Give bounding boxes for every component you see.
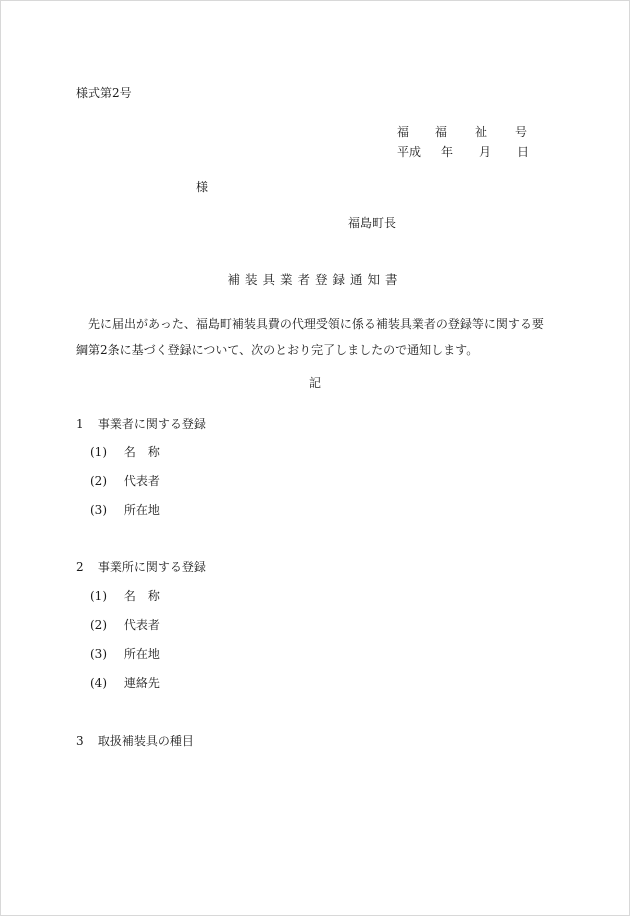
item-number: (2) <box>90 618 107 632</box>
body-paragraph: 先に届出があった、福島町補装具費の代理受領に係る補装具業者の登録等に関する要綱第2条に基づく登録について、次のとおり完了しましたので通知します。 <box>76 317 544 357</box>
day-label: 日 <box>517 144 530 159</box>
item-number: (4) <box>90 676 107 690</box>
item-label: 代表者 <box>123 474 160 488</box>
list-item <box>90 474 160 488</box>
number-char-1: 福 <box>397 124 410 139</box>
number-char-4: 号 <box>515 124 528 139</box>
item-label: 所在地 <box>123 503 160 517</box>
header-fields <box>397 122 555 162</box>
section-2-number: 2 <box>76 560 84 574</box>
form-number: 様式第2号 <box>76 86 132 100</box>
ki-heading: 記 <box>308 376 321 390</box>
number-char-2: 福 <box>435 124 448 139</box>
item-number: (1) <box>90 445 107 459</box>
section-1-title: 事業者に関する登録 <box>97 417 206 431</box>
item-number: (3) <box>90 503 107 517</box>
list-item <box>90 445 160 459</box>
item-number: (2) <box>90 474 107 488</box>
item-label: 代表者 <box>123 618 160 632</box>
list-item <box>90 589 160 603</box>
year-label: 年 <box>441 144 454 159</box>
item-number: (1) <box>90 589 107 603</box>
item-label: 名 称 <box>123 589 160 603</box>
section-3-number: 3 <box>76 734 84 748</box>
section-3-title: 取扱補装具の種目 <box>97 734 194 748</box>
item-label: 名 称 <box>123 445 160 459</box>
item-number: (3) <box>90 647 107 661</box>
list-item <box>90 676 160 690</box>
list-item <box>90 503 160 517</box>
era-label: 平成 <box>397 144 422 159</box>
section-1-number: 1 <box>76 417 84 431</box>
list-item <box>90 647 160 661</box>
section-2-heading <box>76 560 206 574</box>
date-row <box>397 142 555 162</box>
item-label: 所在地 <box>123 647 160 661</box>
sender: 福島町長 <box>348 216 397 230</box>
item-label: 連絡先 <box>123 676 160 690</box>
section-2-title: 事業所に関する登録 <box>97 560 206 574</box>
section-1-heading <box>76 417 206 431</box>
addressee: 様 <box>196 180 209 194</box>
list-item <box>90 618 160 632</box>
section-3-heading <box>76 734 194 748</box>
document-number-row <box>397 122 555 142</box>
document-title: 補装具業者登録通知書 <box>227 272 403 287</box>
number-char-3: 祉 <box>475 124 488 139</box>
month-label: 月 <box>479 144 492 159</box>
